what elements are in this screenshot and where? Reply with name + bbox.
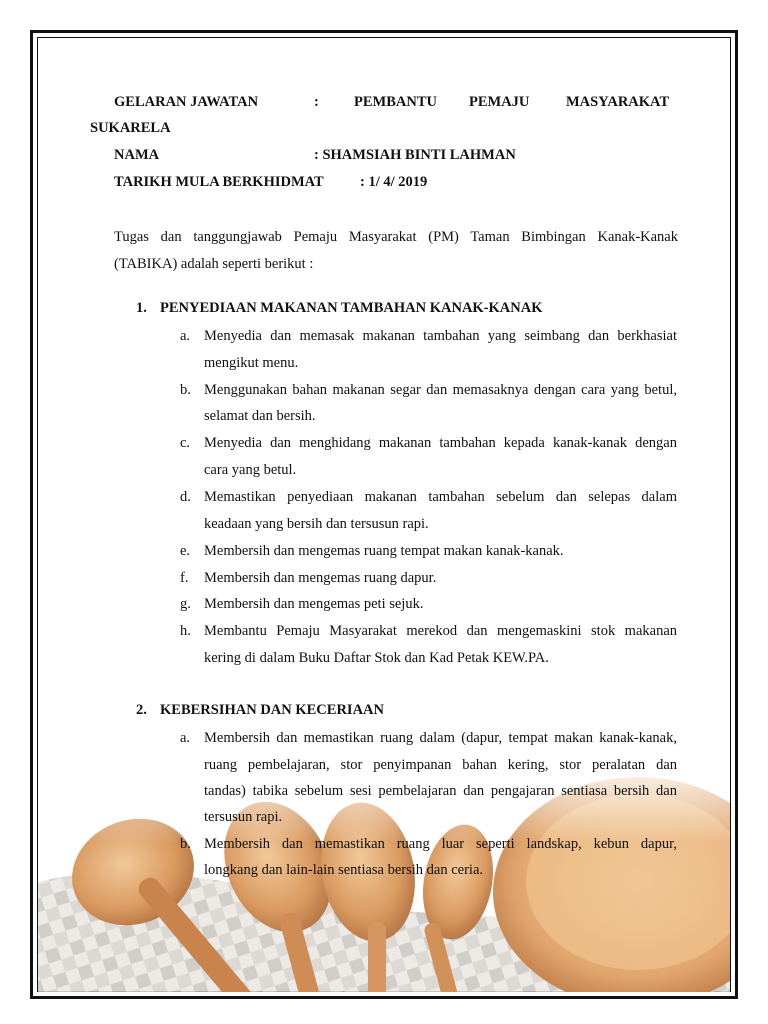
list-item-text: keadaan yang bersih dan tersusun rapi. [204,516,429,532]
list-item-marker: c. [180,435,191,451]
section-2-title: KEBERSIHAN DAN KECERIAAN [160,702,384,718]
intro-line-2: (TABIKA) adalah seperti berikut : [114,256,314,272]
nama-value: : SHAMSIAH BINTI LAHMAN [314,147,516,163]
list-item-text: tersusun rapi. [204,809,283,825]
jawatan-label: GELARAN JAWATAN [114,94,259,110]
list-item-text: Membersih dan mengemas ruang dapur. [204,570,437,586]
list-item-marker: h. [180,623,191,639]
list-item-marker: f. [180,570,189,586]
list-item-marker: b. [180,382,191,398]
list-item-text: Membantu Pemaju Masyarakat merekod dan mengemaskini stok makanan [204,623,677,639]
nama-label: NAMA [114,147,160,163]
list-item-text: kering di dalam Buku Daftar Stok dan Kad Petak KEW.PA. [204,650,549,666]
list-item-text: mengikut menu. [204,355,299,371]
tarikh-label: TARIKH MULA BERKHIDMAT [114,174,324,190]
list-item-text: longkang dan lain-lain sentiasa bersih dan ceria. [204,862,484,878]
list-item-text: Menyedia dan memasak makanan tambahan yang seimbang dan berkhasiat [204,328,677,344]
list-item-marker: a. [180,730,191,746]
list-item-marker: g. [180,596,191,612]
jawatan-word-1: PEMBANTU [354,94,437,110]
jawatan-word-2: PEMAJU [469,94,530,110]
jawatan-colon: : [314,94,319,110]
section-2-number: 2. [136,702,147,718]
intro-line-1: Tugas dan tanggungjawab Pemaju Masyarakat (PM) Taman Bimbingan Kanak-Kanak [114,229,678,245]
list-item-text: selamat dan bersih. [204,408,316,424]
list-item-text: Membersih dan memastikan ruang luar seperti landskap, kebun dapur, [204,836,677,852]
list-item-text: cara yang betul. [204,462,297,478]
list-item-text: Membersih dan mengemas peti sejuk. [204,596,424,612]
list-item-text: Membersih dan memastikan ruang dalam (dapur, tempat makan kanak-kanak, [204,730,677,746]
section-1-number: 1. [136,300,147,316]
section-1-title: PENYEDIAAN MAKANAN TAMBAHAN KANAK-KANAK [160,300,543,316]
list-item-text: Membersih dan mengemas ruang tempat makan kanak-kanak. [204,543,564,559]
list-item-text: Menyedia dan menghidang makanan tambahan kepada kanak-kanak dengan [204,435,677,451]
list-item-text: tandas) tabika sebelum sesi pembelajaran dan pengajaran sentiasa bersih dan [204,783,677,799]
jawatan-word-3: MASYARAKAT [566,94,670,110]
list-item-text: Memastikan penyediaan makanan tambahan sebelum dan selepas dalam [204,489,677,505]
list-item-marker: b. [180,836,191,852]
tarikh-value: : 1/ 4/ 2019 [360,174,428,190]
list-item-marker: a. [180,328,191,344]
list-item-text: ruang pembelajaran, stor penyimpanan bahan kering, stor peralatan dan [204,757,677,773]
list-item-marker: e. [180,543,191,559]
list-item-marker: d. [180,489,191,505]
jawatan-continuation: SUKARELA [90,120,171,136]
list-item-text: Menggunakan bahan makanan segar dan memasaknya dengan cara yang betul, [204,382,677,398]
